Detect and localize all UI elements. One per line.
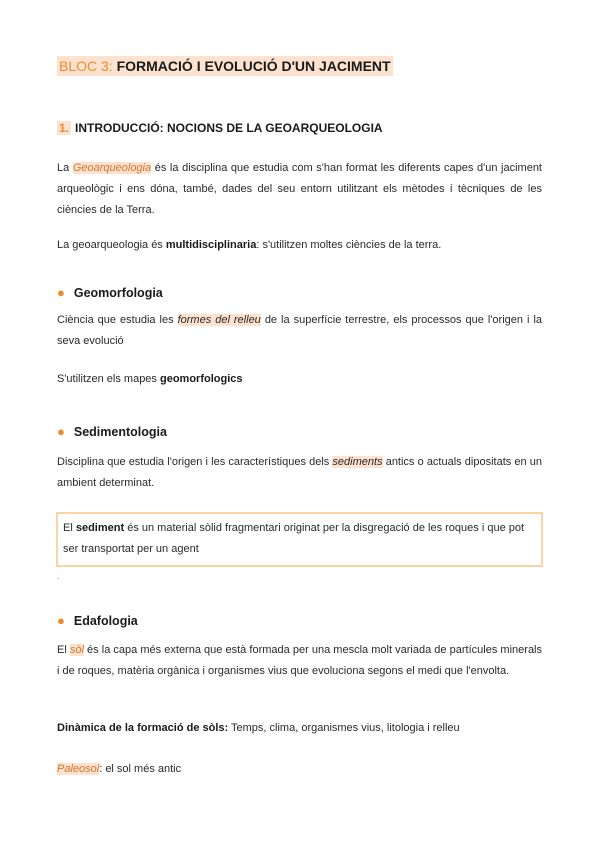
section-title: Sedimentologia	[73, 425, 167, 439]
section-geomorfologia	[57, 286, 163, 300]
bullet-icon: ●	[57, 424, 65, 439]
section-sedimentologia	[57, 425, 167, 439]
text: és un material sòlid fragmentari originat per la disgregació de les roques i que pot ser transportat per un agent	[63, 522, 525, 555]
bold-dinamica: Dinàmica de la formació de sòls:	[57, 722, 229, 734]
edafologia-paragraph-3	[57, 759, 542, 780]
section-heading-text: INTRODUCCIÓ: NOCIONS DE LA GEOARQUEOLOGIA	[75, 121, 383, 135]
section-heading-introduccio	[57, 121, 383, 135]
bold-multidisciplinaria: multidisciplinaria	[165, 239, 257, 251]
bold-sediment: sediment	[75, 522, 125, 534]
page-title	[57, 56, 393, 76]
term-paleosol: Paleosol	[57, 763, 100, 775]
geomorfologia-paragraph-2	[57, 369, 542, 390]
bullet-icon: ●	[57, 613, 65, 628]
title-text: FORMACIÓ I EVOLUCIÓ D'UN JACIMENT	[112, 58, 391, 74]
term-formes-del-relleu: formes del relleu	[177, 314, 261, 326]
text: S'utilitzen els mapes	[57, 373, 160, 385]
text: és la capa més externa que està formada per una mescla molt variada de partícules minerals i de roques, matèria orgànica i organismes vius que evoluciona segons el medi que l'envolta.	[57, 644, 543, 677]
sedimentologia-paragraph-1	[57, 452, 542, 494]
bold-geomorfologics: geomorfologics	[159, 373, 243, 385]
intro-paragraph-1	[57, 158, 542, 221]
title-bloc: BLOC 3:	[59, 58, 113, 74]
text: La geoarqueologia és	[57, 239, 166, 251]
text: La	[57, 162, 73, 174]
text: és la disciplina que estudia com s'han format les diferents capes d'un jaciment arqueològic i ens dóna, també, dades del seu entorn utilitzant els mètodes i tècniques de les ciències de la Terra.	[57, 162, 542, 216]
text: : el sol més antic	[99, 763, 182, 775]
text: El	[57, 644, 70, 656]
section-title: Geomorfologia	[73, 286, 163, 300]
section-edafologia	[57, 614, 138, 628]
text: de la superfície terrestre, els processos que l'origen i la seva evolució	[57, 314, 543, 347]
text: : s'utilitzen moltes ciències de la terra.	[256, 239, 442, 251]
geomorfologia-paragraph-1	[57, 310, 542, 352]
edafologia-paragraph-1	[57, 640, 542, 682]
edafologia-paragraph-2	[57, 718, 542, 739]
definition-box-sediment	[56, 512, 543, 567]
section-title: Edafologia	[73, 614, 138, 628]
term-geoarqueologia: Geoarqueologia	[72, 162, 152, 174]
text: Disciplina que estudia l'origen i les característiques dels	[57, 456, 333, 468]
text: Ciència que estudia les	[57, 314, 178, 326]
text: Temps, clima, organismes vius, litologia i relleu	[228, 722, 460, 734]
term-sol: sòl	[69, 644, 84, 656]
text: antics o actuals dipositats en un ambient determinat.	[57, 456, 543, 489]
term-sediments: sediments	[332, 456, 383, 468]
section-number: 1.	[59, 121, 70, 135]
bullet-icon: ●	[57, 285, 65, 300]
stray-dot: .	[57, 572, 60, 581]
intro-paragraph-2	[57, 235, 542, 256]
text: El	[63, 522, 76, 534]
